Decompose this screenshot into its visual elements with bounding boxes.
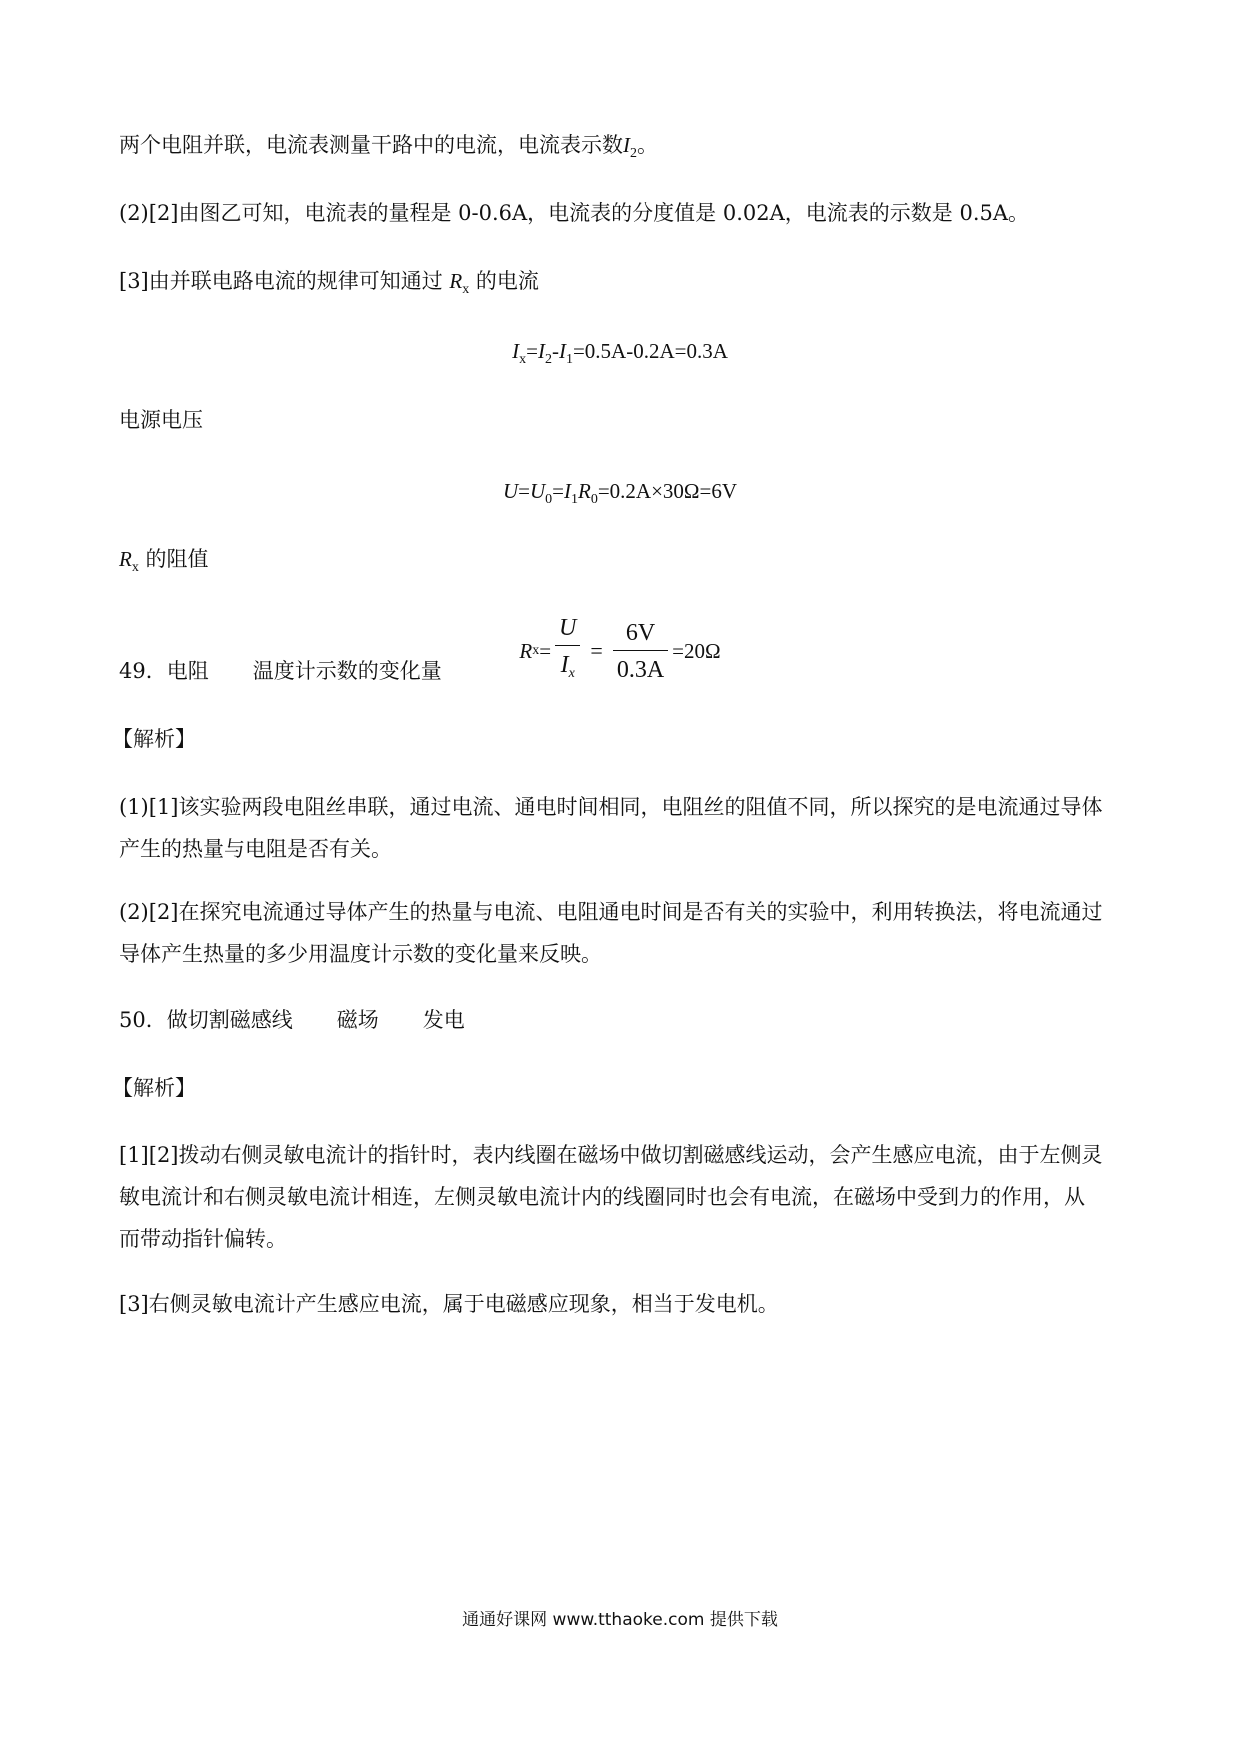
symbol: R [519, 638, 533, 663]
paragraph-8-line-1: [1][2]拨动右侧灵敏电流计的指针时，表内线圈在磁场中做切割磁感线运动，会产生感应电流，由于左侧灵 [119, 1143, 1103, 1167]
denominator [557, 646, 579, 687]
subscript: 1 [565, 352, 573, 367]
subscript: x [519, 352, 527, 367]
symbol-R: R [119, 547, 132, 571]
denominator: 0.3A [616, 656, 665, 683]
text: = [552, 479, 564, 503]
symbol: R [577, 479, 591, 503]
paragraph-7-line-2: 导体产生热量的多少用温度计示数的变化量来反映。 [119, 942, 602, 966]
result: =20Ω [672, 638, 721, 663]
paragraph-9: [3]右侧灵敏电流计产生感应电流，属于电磁感应现象，相当于发电机。 [119, 1292, 779, 1316]
subscript: 0 [590, 492, 598, 507]
paragraph-6-line-2: 产生的热量与电阻是否有关。 [119, 837, 392, 861]
subscript: 0 [545, 492, 553, 507]
symbol: I [558, 339, 566, 363]
symbol: I [560, 652, 569, 678]
symbol: I [563, 479, 571, 503]
fraction-values [613, 620, 668, 683]
text: - [551, 339, 559, 363]
text: =0.2A×30Ω=6V [597, 479, 738, 503]
paragraph-8-line-2: 敏电流计和右侧灵敏电流计相连，左侧灵敏电流计内的线圈同时也会有电流，在磁场中受到力的作用，从 [119, 1185, 1085, 1209]
paragraph-6-line-1: (1)[1]该实验两段电阻丝串联，通过电流、通电时间相同，电阻丝的阻值不同，所以探究的是电流通过导体 [119, 795, 1103, 819]
symbol: I [512, 339, 520, 363]
subscript: x [462, 282, 470, 297]
text: [3]由并联电路电流的规律可知通过 [119, 269, 450, 293]
numerator: 6V [625, 619, 656, 646]
equation-current [0, 336, 1240, 375]
subscript: 2 [630, 146, 637, 161]
symbol: I [537, 339, 545, 363]
text: 。 [637, 133, 658, 157]
paragraph-8-line-3: 而带动指针偏转。 [119, 1227, 287, 1251]
text: 的电流 [469, 269, 539, 293]
question-50 [119, 1005, 465, 1035]
text: =0.5A-0.2A=0.3A [572, 339, 728, 363]
answer-1: 50．做切割磁感线 [119, 1008, 293, 1032]
subscript: x [131, 560, 139, 575]
subscript: 2 [544, 352, 552, 367]
paragraph-7-line-1: (2)[2]在探究电流通过导体产生的热量与电流、电阻通电时间是否有关的实验中，利用转换法，将电流通过 [119, 900, 1103, 924]
analysis-heading-2: 【解析】 [112, 1076, 196, 1100]
paragraph-3 [119, 266, 539, 305]
paragraph-1 [119, 130, 658, 169]
subscript: x [568, 666, 575, 681]
equation-voltage [0, 476, 1240, 515]
answer-3: 发电 [422, 1008, 465, 1032]
subscript: x [532, 643, 540, 658]
paragraph-5 [119, 544, 209, 583]
subscript: 1 [570, 492, 578, 507]
numerator: U [559, 615, 577, 641]
symbol-R: R [449, 269, 463, 293]
symbol: U [502, 479, 519, 503]
question-49 [119, 656, 442, 686]
symbol: U [529, 479, 546, 503]
paragraph-4: 电源电压 [119, 408, 203, 432]
equals-sign: = [590, 638, 603, 663]
fraction-U-over-Ix [555, 615, 580, 687]
paragraph-2: (2)[2]由图乙可知，电流表的量程是 0-0.6A，电流表的分度值是 0.02A，电流表的示数是 0.5A。 [119, 201, 1030, 225]
answer-1: 49．电阻 [119, 659, 209, 683]
text: = [539, 638, 552, 663]
symbol-I: I [623, 133, 630, 157]
page-footer: 通通好课网 www.tthaoke.com 提供下载 [462, 1610, 778, 1630]
answer-2: 磁场 [336, 1008, 379, 1032]
text: = [518, 479, 530, 503]
answer-2: 温度计示数的变化量 [252, 659, 442, 683]
text: 两个电阻并联，电流表测量干路中的电流，电流表示数 [119, 133, 623, 157]
text: = [526, 339, 538, 363]
analysis-heading-1: 【解析】 [112, 727, 196, 751]
text: 的阻值 [138, 547, 209, 571]
